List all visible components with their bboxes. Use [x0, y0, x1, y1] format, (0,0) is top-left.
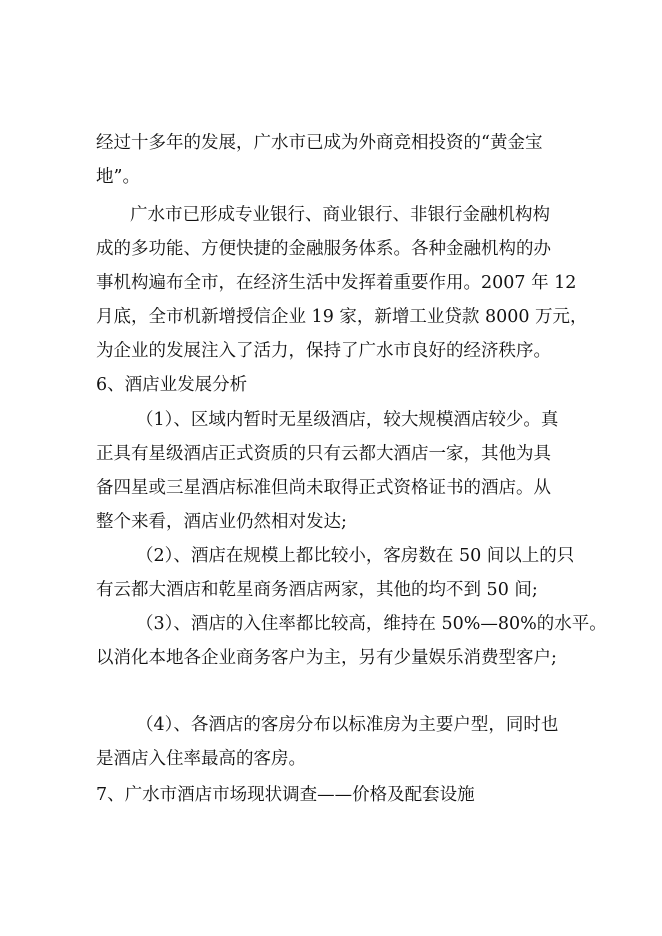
- item-4-line-2: 是酒店入住率最高的客房。: [96, 749, 306, 769]
- section-heading-7: 7、广水市酒店市场现状调查——价格及配套设施: [96, 785, 475, 805]
- item-3-line-2: 以消化本地各企业商务客户为主，另有少量娱乐消费型客户;: [96, 648, 557, 668]
- paragraph-2-line-2: 成的多功能、方便快捷的金融服务体系。各种金融机构的办: [96, 239, 551, 259]
- paragraph-1-line-1: 经过十多年的发展，广水市已成为外商竞相投资的“黄金宝: [96, 133, 543, 153]
- item-3-line-1: （3）、酒店的入住率都比较高，维持在 50%—80%的水平。: [136, 614, 607, 634]
- item-1-line-4: 整个来看，酒店业仍然相对发达;: [96, 512, 347, 532]
- item-1-line-3: 备四星或三星酒店标准但尚未取得正式资格证书的酒店。从: [96, 478, 551, 498]
- item-2-line-1: （2）、酒店在规模上都比较小，客房数在 50 间以上的只: [136, 546, 575, 566]
- section-heading-6: 6、酒店业发展分析: [96, 375, 248, 395]
- paragraph-2-line-4: 月底，全市机新增授信企业 19 家，新增工业贷款 8000 万元，: [96, 307, 588, 327]
- paragraph-2-line-5: 为企业的发展注入了活力，保持了广水市良好的经济秩序。: [96, 341, 551, 361]
- paragraph-2-line-3: 事机构遍布全市，在经济生活中发挥着重要作用。2007 年 12: [96, 273, 577, 293]
- item-4-line-1: （4）、各酒店的客房分布以标准房为主要户型，同时也: [136, 715, 559, 735]
- paragraph-2-line-1: 广水市已形成专业银行、商业银行、非银行金融机构构: [130, 205, 550, 225]
- paragraph-1-line-2: 地”。: [96, 167, 140, 187]
- item-1-line-2: 正具有星级酒店正式资质的只有云都大酒店一家，其他为具: [96, 444, 551, 464]
- item-2-line-2: 有云都大酒店和乾星商务酒店两家，其他的均不到 50 间;: [96, 580, 538, 600]
- item-1-line-1: （1）、区域内暂时无星级酒店，较大规模酒店较少。真: [136, 410, 559, 430]
